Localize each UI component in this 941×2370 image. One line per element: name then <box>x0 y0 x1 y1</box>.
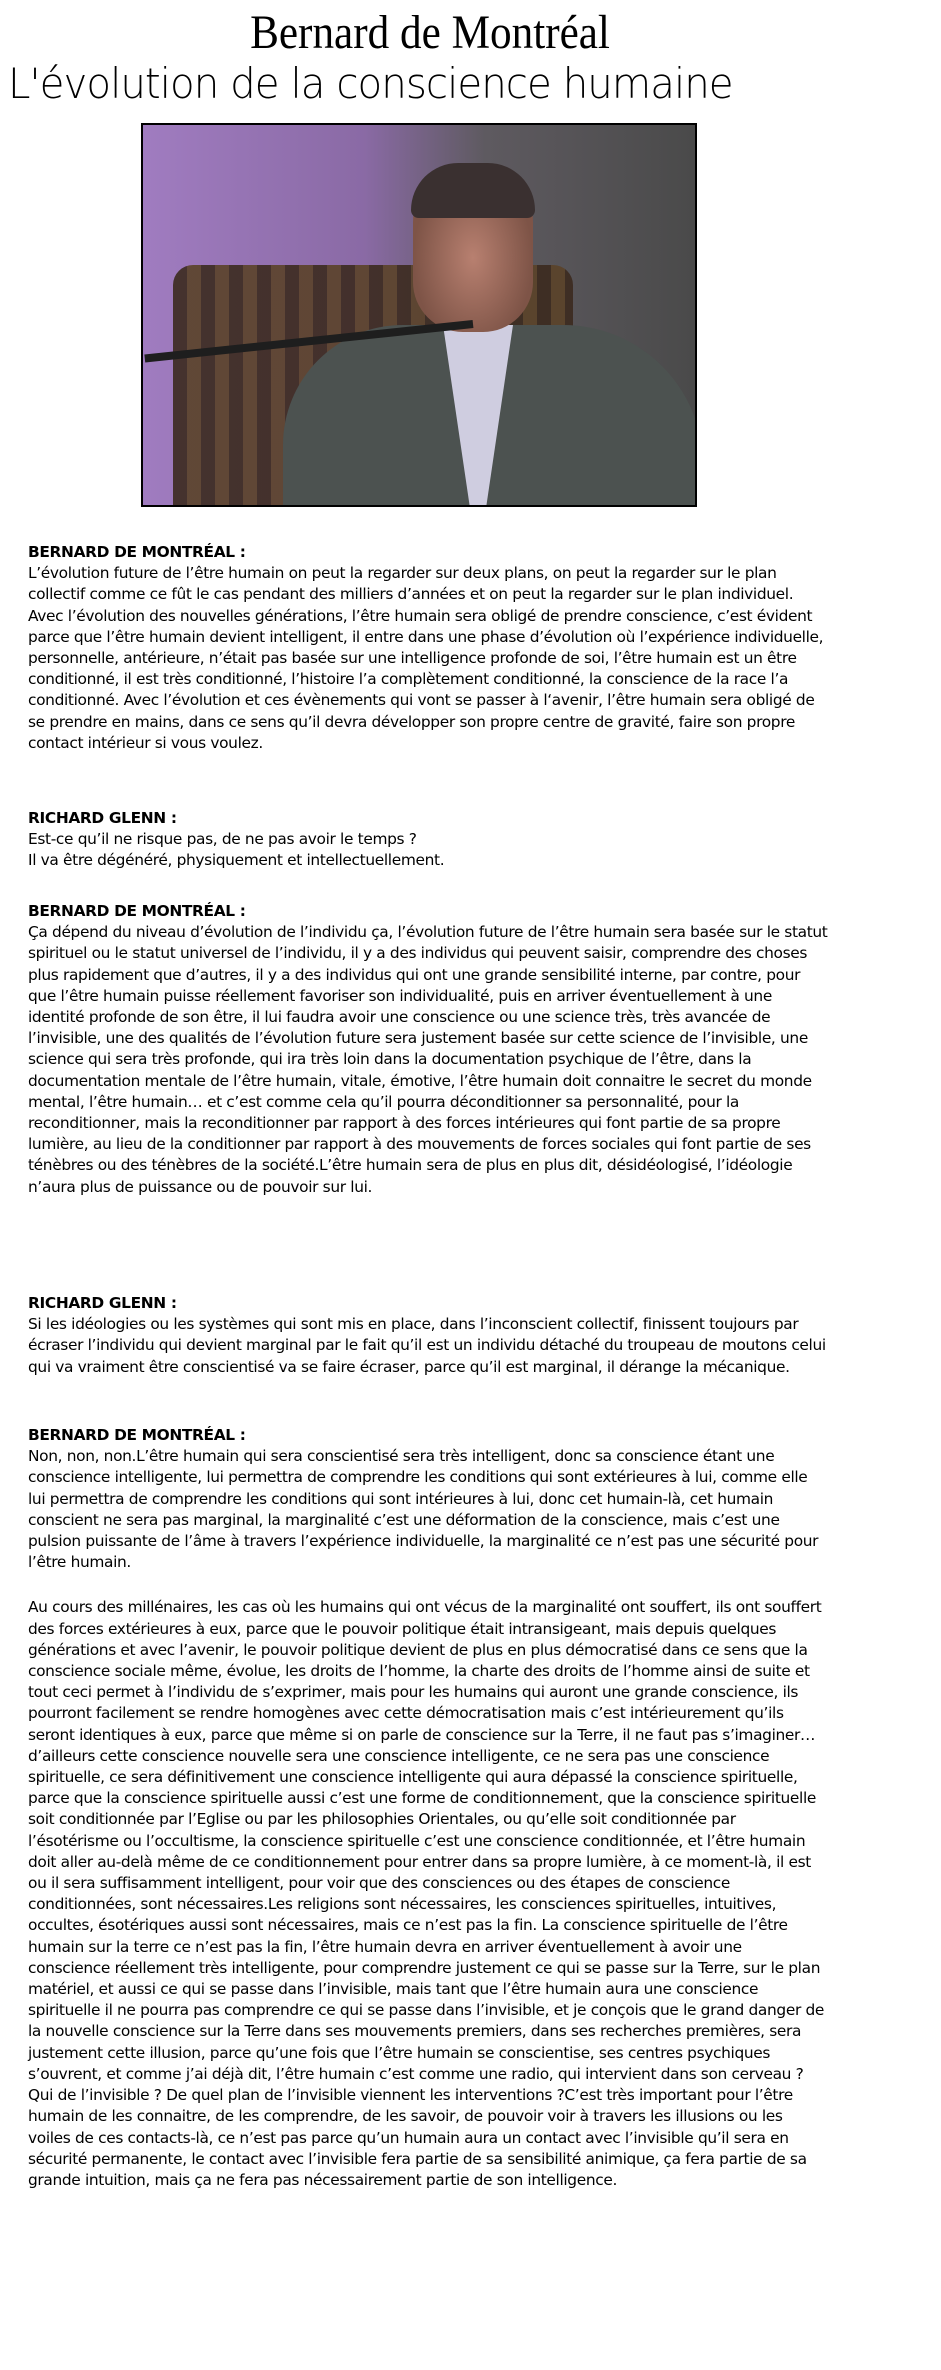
page-title: Bernard de Montréal <box>250 6 610 59</box>
dialogue-text: Au cours des millénaires, les cas où les humains qui ont vécus de la marginalité ont souffert, ils ont souffert des forces extérieures à eux, parce que le pouvoir politique était intransigeant, mais depuis quelques générations et avec l’avenir, le pouvoir politique devient de plus en plus démocratisé dans ce sens que la conscience sociale même, évolue, les droits de l’homme, la charte des droits de l’homme ainsi de suite et tout ceci permet à l’individu de s’exprimer, mais pour les humains qui auront une grande conscience, ils pourront facilement se rendre homogènes avec cette démocratisation mais c’est intérieurement qu’ils seront identiques à eux, parce que même si on parle de conscience sur la Terre, il ne faut pas s’imaginer… d’ailleurs cette conscience nouvelle sera une conscience intelligente, ce ne sera pas une conscience spirituelle, ce sera définitivement une conscience intelligente qui aura dépassé la conscience spirituelle, parce que la conscience spirituelle aussi c’est une forme de conditionnement, que la conscience spirituelle soit conditionnée par l’Eglise ou par les philosophies Orientales, ou qu’elle soit conditionnée par l’ésotérisme ou l’occultisme, la conscience spirituelle c’est une conscience conditionnée, et l’être humain doit aller au-delà même de ce conditionnement pour entrer dans sa propre lumière, à ce moment-là, il est ou il sera suffisamment intelligent, pour voir que des consciences ou des étapes de conscience conditionnées, sont nécessaires.Les religions sont nécessaires, les consciences spirituelles, intuitives, occultes, ésotériques aussi sont nécessaires, mais ce n’est pas la fin. La conscience spirituelle de l’être humain sur la terre ce n’est pas la fin, l’être humain devra en arriver éventuellement à avoir une conscience réellement très intelligente, pour comprendre justement ce qui se passe sur la Terre, sur le plan matériel, et aussi ce qui se passe dans l’invisible, mais tant que l’être humain aura une conscience spirituelle il ne pourra pas comprendre ce qui se passe dans l’invisible, et je conçois que le grand danger de la nouvelle conscience sur la Terre dans ses mouvements premiers, dans ses recherches premières, sera justement cette illusion, parce qu’une fois que l’être humain se conscientise, ses centres psychiques s’ouvrent, et comme j’ai déjà dit, l’être humain c’est comme une radio, qui intervient dans son cerveau ? Qui de l’invisible ? De quel plan de l’invisible viennent les interventions ?C’est très important pour l’être humain de les connaitre, de les comprendre, de les savoir, de pouvoir voir à travers les illusions ou les voiles de ces contacts-là, ce n’est pas parce qu’un humain aura un contact avec l’invisible qu’il sera en sécurité permanente, le contact avec l’invisible fera partie de sa sensibilité animique, ça fera partie de sa grande intuition, mais ça ne fera pas nécessairement partie de son intelligence. <box>28 1598 825 2189</box>
speaker-photo <box>141 123 697 507</box>
dialogue-block <box>28 1293 828 1378</box>
dialogue-text: Si les idéologies ou les systèmes qui sont mis en place, dans l’inconscient collectif, finissent toujours par écraser l’individu qui devient marginal par le fait qu’il est un individu détaché du troupeau de moutons celui qui va vraiment être conscientisé va se faire écraser, parce qu’il est marginal, il dérange la mécanique. <box>28 1315 826 1376</box>
dialogue-text: Non, non, non.L’être humain qui sera conscientisé sera très intelligent, donc sa conscience étant une conscience intelligente, lui permettra de comprendre les conditions qui sont extérieures à lui, comme elle lui permettra de comprendre les conditions qui sont intérieures à lui, donc cet humain-là, cet humain conscient ne sera pas marginal, la marginalité c’est une déformation de la conscience, mais c’est une pulsion puissante de l’âme à travers l’expérience individuelle, la marginalité ce n’est pas une sécurité pour l’être humain. <box>28 1447 819 1572</box>
dialogue-text: L’évolution future de l’être humain on peut la regarder sur deux plans, on peut la regarder sur le plan collectif comme ce fût le cas pendant des milliers d’années et on peut la regarder sur le plan individuel. Avec l’évolution des nouvelles générations, l’être humain sera obligé de prendre conscience, c’est évident parce que l’être humain devient intelligent, il entre dans une phase d’évolution où l’expérience individuelle, personnelle, antérieure, n’était pas basée sur une intelligence profonde de soi, l’être humain est un être conditionné, il est très conditionné, l’histoire l’a complètement conditionné, la conscience de la race l’a conditionné. Avec l’évolution et ces évènements qui vont se passer à l‘avenir, l’être humain sera obligé de se prendre en mains, dans ce sens qu’il devra développer son propre centre de gravité, faire son propre contact intérieur si vous voulez. <box>28 564 824 752</box>
dialogue-block <box>28 901 828 1198</box>
speaker-label: BERNARD DE MONTRÉAL : <box>28 543 246 561</box>
dialogue-text: Il va être dégénéré, physiquement et intellectuellement. <box>28 851 445 870</box>
dialogue-block <box>28 542 828 754</box>
speaker-label: BERNARD DE MONTRÉAL : <box>28 1426 246 1444</box>
dialogue-text: Ça dépend du niveau d’évolution de l’individu ça, l’évolution future de l’être humain sera basée sur le statut spirituel ou le statut universel de l’individu, il y a des individus qui peuvent saisir, comprendre des choses plus rapidement que d’autres, il y a des individus qui ont une grande sensibilité interne, par contre, pour que l’être humain puisse réellement favoriser son individualité, puis en arriver éventuellement à une identité profonde de son être, il lui faudra avoir une conscience ou une science très, très avancée de l’invisible, une des qualités de l’évolution future sera justement basée sur cette science de l’invisible, une science qui sera très profonde, qui ira très loin dans la documentation psychique de l’être, dans la documentation mentale de l’être humain, vitale, émotive, l’être humain doit connaitre le secret du monde mental, l’être humain… et c’est comme cela qu’il pourra déconditionner sa personnalité, pour la reconditionner, mais la reconditionner par rapport à des forces intérieures qui font partie de sa propre lumière, au lieu de la conditionner par rapport à des mouvements de forces sociales qui font partie de ses ténèbres ou des ténèbres de la société.L’être humain sera de plus en plus dit, désidéologisé, l’idéologie n’aura plus de puissance ou de pouvoir sur lui. <box>28 923 828 1196</box>
dialogue-block <box>28 808 828 872</box>
page-subtitle: L'évolution de la conscience humaine <box>8 59 733 108</box>
speaker-label: BERNARD DE MONTRÉAL : <box>28 902 246 920</box>
hair-shape <box>411 163 535 218</box>
speaker-label: RICHARD GLENN : <box>28 1294 177 1312</box>
speaker-label: RICHARD GLENN : <box>28 809 177 827</box>
dialogue-text: Est-ce qu’il ne risque pas, de ne pas avoir le temps ? <box>28 830 417 849</box>
dialogue-block <box>28 1425 828 2191</box>
